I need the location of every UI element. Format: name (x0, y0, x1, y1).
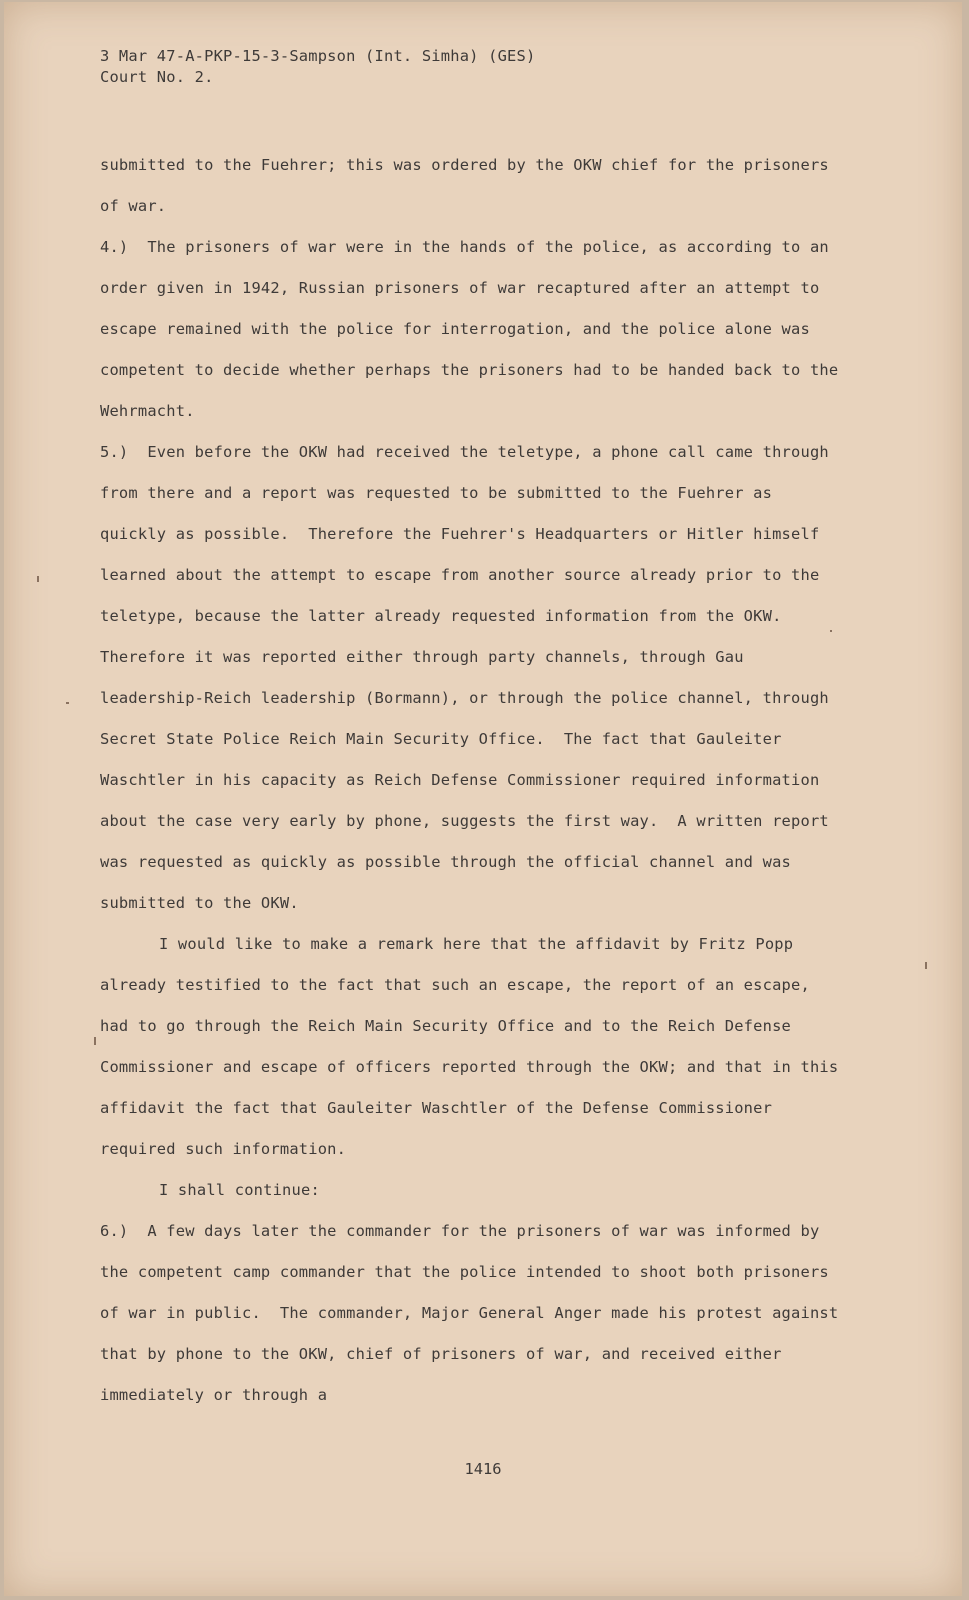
paragraph-item-4: 4.) The prisoners of war were in the hands of the police, as according to an order given in 1942, Russian prisoners of war recaptured after an attempt to escape remained with the police for interrogation, and the police alone was competent to decide whether perhaps the prisoners had to be handed back to the Wehrmacht. (100, 238, 848, 420)
paragraph-item-6: 6.) A few days later the commander for the prisoners of war was informed by the competent camp commander that the police intended to shoot both prisoners of war in public. The commander, Major General Anger made his protest against that by phone to the OKW, chief of prisoners of war, and received either immediately or through a (100, 1222, 848, 1404)
paper-speck (37, 576, 39, 582)
typed-document (100, 46, 848, 1416)
document-page (4, 2, 962, 1596)
header-reference-line: 3 Mar 47-A-PKP-15-3-Sampson (Int. Simha) (GES) (100, 47, 536, 65)
header-court-line: Court No. 2. (100, 68, 214, 86)
paper-speck (830, 630, 832, 632)
paragraph-continue: I shall continue: (159, 1181, 320, 1199)
document-body (100, 145, 848, 1416)
paper-speck (94, 1037, 96, 1045)
page-number: 1416 (464, 1460, 502, 1478)
paper-speck (925, 962, 927, 969)
paragraph-item-5: 5.) Even before the OKW had received the teletype, a phone call came through from there and a report was requested to be submitted to the Fuehrer as quickly as possible. Therefore the Fuehrer's Headquarters or Hitler himself learned about the attempt to escape from another source already prior to the teletype, because the latter already requested information from the OKW. Therefore it was reported either through party channels, through Gau leadership-Reich leadership (Bormann), or through the police channel, through Secret State Police Reich Main Security Office. The fact that Gauleiter Waschtler in his capacity as Reich Defense Commissioner required information about the case very early by phone, suggests the first way. A written report was requested as quickly as possible through the official channel and was submitted to the OKW. (100, 443, 839, 912)
document-header (100, 46, 840, 88)
paragraph-continuation: submitted to the Fuehrer; this was ordered by the OKW chief for the prisoners of war. (100, 156, 839, 215)
paper-speck (66, 702, 69, 704)
paragraph-remark: I would like to make a remark here that the affidavit by Fritz Popp already testified to the fact that such an escape, the report of an escape, had to go through the Reich Main Security Office and to the Reich Defense Commissioner and escape of officers reported through the OKW; and that in this affidavit the fact that Gauleiter Waschtler of the Defense Commissioner required such information. (100, 935, 848, 1158)
